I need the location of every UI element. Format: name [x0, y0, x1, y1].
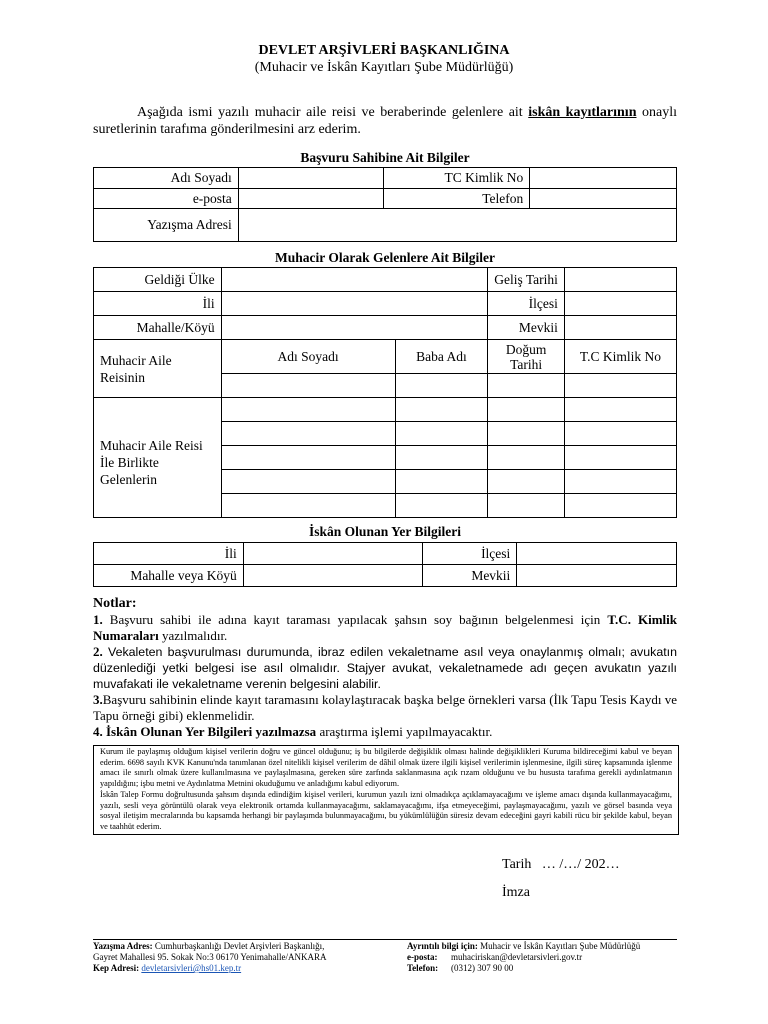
- note-3: 3.Başvuru sahibinin elinde kayıt taramasını kolaylaştıracak başka belge örnekleri varsa (İlk Tapu Tesis Kaydı ve Tapu örneği gibi) eklenmelidir.: [93, 692, 677, 723]
- settle-location-field[interactable]: [517, 565, 677, 587]
- companion-name-field[interactable]: [221, 398, 395, 422]
- settlement-heading: İskân Olunan Yer Bilgileri: [309, 524, 461, 539]
- companion-father-field[interactable]: [395, 422, 488, 446]
- arrival-label: Geliş Tarihi: [488, 268, 565, 292]
- companion-name-field[interactable]: [221, 422, 395, 446]
- location-field[interactable]: [564, 316, 676, 340]
- phone-label: Telefon: [384, 189, 530, 209]
- companion-father-field[interactable]: [395, 446, 488, 470]
- companion-birth-field[interactable]: [488, 422, 565, 446]
- companion-birth-field[interactable]: [488, 494, 565, 518]
- note-4: 4. İskân Olunan Yer Bilgileri yazılmazsa araştırma işlemi yapılmayacaktır.: [93, 724, 493, 739]
- companion-tc-field[interactable]: [564, 494, 676, 518]
- country-label: Geldiği Ülke: [94, 268, 222, 292]
- name-field[interactable]: [238, 168, 384, 189]
- col-birth: Doğum Tarihi: [488, 340, 565, 374]
- footer-divider: [93, 939, 677, 940]
- settlement-table: [93, 542, 677, 587]
- notes-section: [93, 596, 677, 740]
- kvk-consent-box: [93, 745, 679, 835]
- companion-tc-field[interactable]: [564, 422, 676, 446]
- village-field[interactable]: [221, 316, 488, 340]
- family-head-label: Muhacir Aile Reisinin: [94, 340, 222, 398]
- col-name: Adı Soyadı: [221, 340, 395, 374]
- signature-line: İmza: [502, 885, 530, 900]
- country-field[interactable]: [221, 268, 488, 292]
- companion-tc-field[interactable]: [564, 470, 676, 494]
- arrival-field[interactable]: [564, 268, 676, 292]
- settle-village-label: Mahalle veya Köyü: [94, 565, 244, 587]
- head-tc-field[interactable]: [564, 374, 676, 398]
- settle-district-label: İlçesi: [423, 543, 517, 565]
- notes-heading: Notlar:: [93, 596, 137, 611]
- companion-birth-field[interactable]: [488, 470, 565, 494]
- province-label: İli: [94, 292, 222, 316]
- head-birth-field[interactable]: [488, 374, 565, 398]
- companion-birth-field[interactable]: [488, 398, 565, 422]
- address-field[interactable]: [238, 209, 676, 242]
- migrant-table: [93, 267, 677, 518]
- companion-tc-field[interactable]: [564, 398, 676, 422]
- page-title: DEVLET ARŞİVLERİ BAŞKANLIĞINA: [258, 43, 510, 58]
- province-field[interactable]: [221, 292, 488, 316]
- companion-father-field[interactable]: [395, 494, 488, 518]
- date-line: Tarih … /…/ 202…: [502, 857, 620, 872]
- kvk-paragraph-2: İskân Talep Formu doğrultusunda şahsım dışında edindiğim kişisel verileri, kurumun yazılı izni olmadıkça açıklamayacağımı ve işleme amacı dışında kullanmayacağımı, yazılı, sesli veya görüntülü olarak veya elektronik ortamda kullanmayacağımı, saklamayacağımı, ifşa etmeyeceğimi, paylaşmayacağımı, yazılı ve görsel basında veya sosyal iletişim mecralarında bu kapsamda herhangi bir paylaşımda bulunmayacağımı, bu yükümlülüğün süresiz devam edeceğini gayri kabili rücu bir şekilde kabul, beyan ve taahhüt ederim.: [100, 789, 672, 831]
- companion-father-field[interactable]: [395, 470, 488, 494]
- head-name-field[interactable]: [221, 374, 395, 398]
- kvk-paragraph-1: Kurum ile paylaşmış olduğum kişisel verilerin doğru ve güncel olduğunu; iş bu bilgilerde değişiklik olması halinde değişiklikleri Kuruma bildireceğimi kabul ve beyan ederim. 6698 sayılı KVK Kanunu'nda tanımlanan özel nitelikli kişisel verilerim de dâhil olmak üzere ilgili kişisel verilerimin işlenmesine, ilgili süreç kapsamında işlenme amacı ile sınırlı olmak üzere kullanılmasına ve paylaşılmasına, gereken süre zarfında saklanmasına açık rızam olduğunu ve bu hususta tarafıma gerekli aydınlatmanın yapıldığını; işbu metni ve Aydınlatma Metnini okuduğumu ve anladığımı kabul ediyorum.: [100, 747, 672, 789]
- applicant-heading: Başvuru Sahibine Ait Bilgiler: [300, 150, 470, 165]
- companions-label: Muhacir Aile Reisi İle Birlikte Gelenlerin: [94, 398, 222, 518]
- companion-father-field[interactable]: [395, 398, 488, 422]
- settle-province-label: İli: [94, 543, 244, 565]
- footer-contact: Ayrıntılı bilgi için: Muhacir ve İskân Kayıtları Şube Müdürlüğü e-posta: muhaciriskan@devletarsivleri.gov.tr Telefon: (0312) 307 90 00: [407, 941, 641, 973]
- tc-field[interactable]: [530, 168, 677, 189]
- col-father: Baba Adı: [395, 340, 488, 374]
- migrant-heading: Muhacir Olarak Gelenlere Ait Bilgiler: [275, 250, 495, 265]
- companion-tc-field[interactable]: [564, 446, 676, 470]
- name-label: Adı Soyadı: [94, 168, 239, 189]
- note-2: 2. Vekaleten başvurulması durumunda, ibraz edilen vekaletname asıl veya onaylanmış olmalı; avukatın düzenlediği yetki belgesi ise asıl olmalıdır. Stajyer avukat, vekaletnamede adı geçen avukatın yazılı muvafakati ile vekaletname verenin belgesini alabilir.: [93, 644, 677, 691]
- companion-name-field[interactable]: [221, 446, 395, 470]
- location-label: Mevkii: [488, 316, 565, 340]
- district-label: İlçesi: [488, 292, 565, 316]
- intro-paragraph: Aşağıda ismi yazılı muhacir aile reisi ve beraberinde gelenlere ait iskân kayıtlarının onaylı suretlerinin tarafıma gönderilmesini arz ederim.: [93, 105, 678, 137]
- footer-address: Yazışma Adres: Cumhurbaşkanlığı Devlet Arşivleri Başkanlığı, Gayret Mahallesi 95. Sokak No:3 06170 Yenimahalle/ANKARA Kep Adresi: devletarsivleri@hs01.kep.tr: [93, 941, 327, 973]
- address-label: Yazışma Adresi: [94, 209, 239, 242]
- settle-province-field[interactable]: [243, 543, 423, 565]
- note-1: 1. Başvuru sahibi ile adına kayıt taraması yapılacak şahsın soy bağının belgelenmesi için T.C. Kimlik Numaraları yazılmalıdır.: [93, 612, 677, 643]
- phone-field[interactable]: [530, 189, 677, 209]
- settle-location-label: Mevkii: [423, 565, 517, 587]
- companion-birth-field[interactable]: [488, 446, 565, 470]
- col-tc: T.C Kimlik No: [564, 340, 676, 374]
- page-subtitle: (Muhacir ve İskân Kayıtları Şube Müdürlüğü): [254, 60, 514, 75]
- companion-name-field[interactable]: [221, 470, 395, 494]
- settle-district-field[interactable]: [517, 543, 677, 565]
- email-field[interactable]: [238, 189, 384, 209]
- settle-village-field[interactable]: [243, 565, 423, 587]
- tc-label: TC Kimlik No: [384, 168, 530, 189]
- district-field[interactable]: [564, 292, 676, 316]
- email-label: e-posta: [94, 189, 239, 209]
- village-label: Mahalle/Köyü: [94, 316, 222, 340]
- companion-name-field[interactable]: [221, 494, 395, 518]
- head-father-field[interactable]: [395, 374, 488, 398]
- kep-link[interactable]: devletarsivleri@hs01.kep.tr: [141, 963, 242, 973]
- applicant-table: [93, 167, 677, 242]
